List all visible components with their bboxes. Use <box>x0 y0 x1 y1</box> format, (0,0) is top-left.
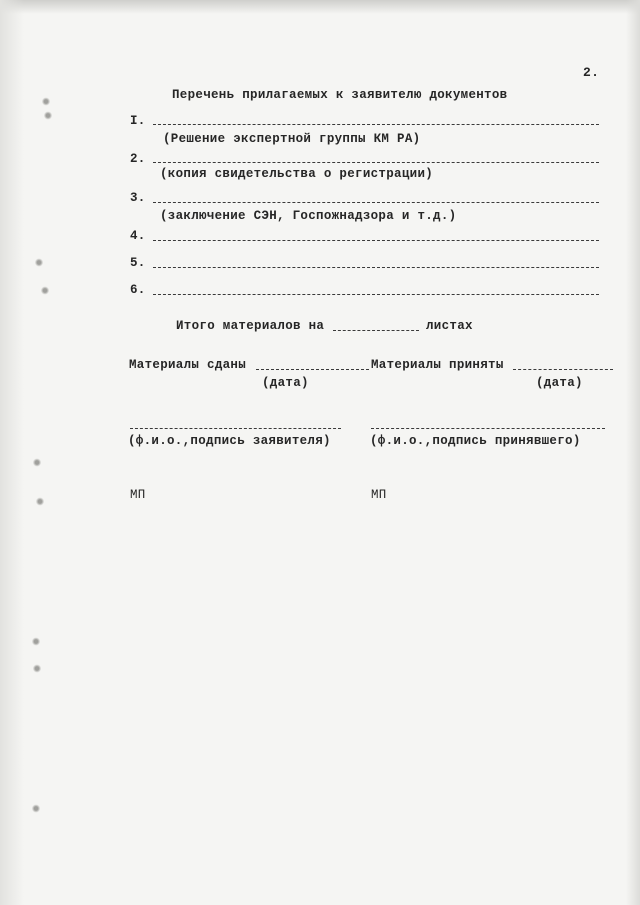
accepted-date-line <box>513 369 613 370</box>
item-number: 2. <box>130 152 146 166</box>
page-number: 2. <box>583 65 600 80</box>
punch-mark <box>33 458 41 467</box>
scan-shadow-right <box>626 0 640 905</box>
item-line <box>153 202 599 203</box>
accepted-signature-hint: (ф.и.о.,подпись принявшего) <box>370 434 581 448</box>
item-line <box>153 294 599 295</box>
total-sheets-line <box>333 330 419 331</box>
punch-mark <box>41 286 49 295</box>
handed-date-hint: (дата) <box>262 376 309 390</box>
item-hint: (Решение экспертной группы КМ РА) <box>163 132 421 146</box>
item-hint: (копия свидетельства о регистрации) <box>160 167 434 181</box>
item-number: I. <box>130 114 146 128</box>
item-number: 6. <box>130 283 146 297</box>
accepted-date-hint: (дата) <box>536 376 583 390</box>
item-line <box>153 162 599 163</box>
accepted-signature-line <box>371 428 605 429</box>
scan-shadow-top <box>0 0 640 14</box>
punch-mark <box>44 111 52 120</box>
handed-signature-hint: (ф.и.о.,подпись заявителя) <box>128 434 331 448</box>
handed-signature-line <box>130 428 341 429</box>
total-suffix: листах <box>426 319 473 333</box>
accepted-label: Материалы приняты <box>371 358 504 372</box>
item-number: 3. <box>130 191 146 205</box>
handed-label: Материалы сданы <box>129 358 247 372</box>
punch-mark <box>42 97 50 106</box>
punch-mark <box>35 258 43 267</box>
item-hint: (заключение СЭН, Госпожнадзора и т.д.) <box>160 209 457 223</box>
item-number: 5. <box>130 256 146 270</box>
accepted-seal: МП <box>371 488 387 502</box>
item-line <box>153 124 599 125</box>
total-prefix: Итого материалов на <box>176 319 325 333</box>
list-title: Перечень прилагаемых к заявителю документов <box>172 88 508 102</box>
item-line <box>153 267 599 268</box>
punch-mark <box>32 804 40 813</box>
item-number: 4. <box>130 229 146 243</box>
item-line <box>153 240 599 241</box>
punch-mark <box>33 664 41 673</box>
handed-date-line <box>256 369 369 370</box>
scan-shadow-left <box>0 0 24 905</box>
punch-mark <box>32 637 40 646</box>
punch-mark <box>36 497 44 506</box>
handed-seal: МП <box>130 488 146 502</box>
